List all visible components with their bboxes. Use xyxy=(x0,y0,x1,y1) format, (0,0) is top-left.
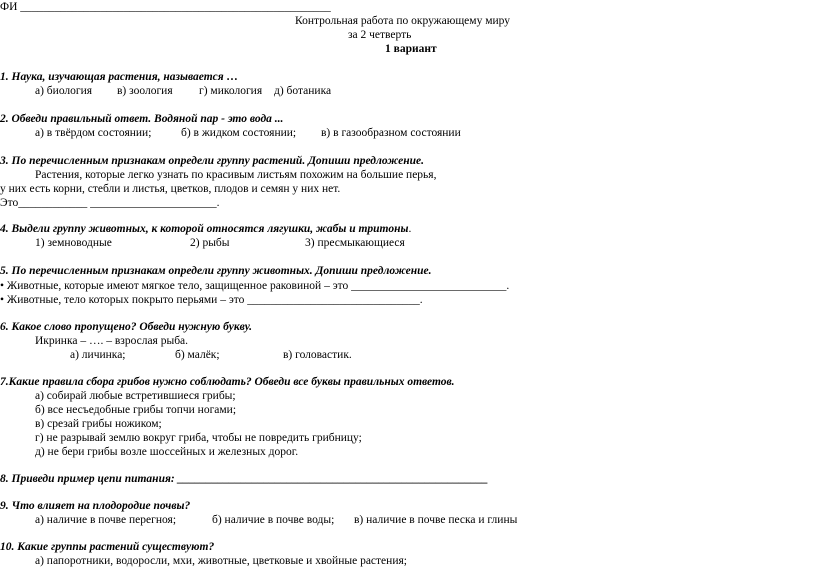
question-8[interactable]: 8. Приведи пример цепи питания: ______________________________________________________ xyxy=(0,473,489,485)
question-3-answer-line[interactable]: Это____________ ______________________. xyxy=(0,197,220,209)
question-7: 7.Какие правила сбора грибов нужно соблюдать? Обведи все буквы правильных ответов. xyxy=(0,376,455,388)
q10-option-a[interactable]: а) папоротники, водоросли, мхи, животные, цветковые и хвойные растения; xyxy=(35,555,407,567)
question-4-text: 4. Выдели группу животных, к которой относятся лягушки, жабы и тритоны xyxy=(0,223,409,235)
question-6: 6. Какое слово пропущено? Обведи нужную букву. xyxy=(0,321,253,333)
q2-option-b[interactable]: б) в жидком состоянии; xyxy=(181,127,297,139)
q7-option-b[interactable]: б) все несъедобные грибы топчи ногами; xyxy=(35,404,237,416)
q9-option-a[interactable]: а) наличие в почве перегноя; xyxy=(35,514,177,526)
q1-option-g[interactable]: г) микология xyxy=(199,85,263,97)
q7-option-a[interactable]: а) собирай любые встретившиеся грибы; xyxy=(35,390,236,402)
question-5-bullet-2[interactable]: • Животные, тело которых покрыто перьями – это ______________________________. xyxy=(0,294,423,306)
q7-option-d[interactable]: д) не бери грибы возле шоссейных и железных дорог. xyxy=(35,446,299,458)
question-3: 3. По перечисленным признакам определи группу растений. Допиши предложение. xyxy=(0,155,425,167)
q2-option-a[interactable]: а) в твёрдом состоянии; xyxy=(35,127,152,139)
quarter-label: за 2 четверть xyxy=(348,29,412,41)
question-4 xyxy=(0,222,411,236)
q7-option-g[interactable]: г) не разрывай землю вокруг гриба, чтобы не повредить грибницу; xyxy=(35,432,362,444)
q4-option-2[interactable]: 2) рыбы xyxy=(190,237,230,249)
question-1-options xyxy=(35,84,331,98)
question-10: 10. Какие группы растений существуют? xyxy=(0,541,215,553)
question-6-options xyxy=(70,348,352,362)
q1-option-v[interactable]: в) зоология xyxy=(117,85,173,97)
q4-option-1[interactable]: 1) земноводные xyxy=(35,237,112,249)
q1-option-d[interactable]: д) ботаника xyxy=(274,85,332,97)
q4-option-3[interactable]: 3) пресмыкающиеся xyxy=(305,237,405,249)
q6-option-a[interactable]: а) личинка; xyxy=(70,349,126,361)
page-title: Контрольная работа по окружающему миру xyxy=(295,15,510,27)
q1-option-a[interactable]: а) биология xyxy=(35,85,93,97)
fio-label: ФИ ______________________________________________________ xyxy=(0,1,331,13)
question-9-options xyxy=(35,513,517,527)
question-1: 1. Наука, изучающая растения, называется … xyxy=(0,71,239,83)
question-2: 2. Обведи правильный ответ. Водяной пар - это вода ... xyxy=(0,113,284,125)
question-5: 5. По перечисленным признакам определи группу животных. Допиши предложение. xyxy=(0,265,432,277)
q6-option-v[interactable]: в) головастик. xyxy=(283,349,352,361)
question-6-text: Икринка – …. – взрослая рыба. xyxy=(35,335,189,347)
question-4-end: . xyxy=(408,223,412,235)
question-5-bullet-1[interactable]: • Животные, которые имеют мягкое тело, защищенное раковиной – это ___________________________. xyxy=(0,280,510,292)
question-2-options xyxy=(35,126,461,140)
question-9: 9. Что влияет на плодородие почвы? xyxy=(0,500,191,512)
q9-option-v[interactable]: в) наличие в почве песка и глины xyxy=(354,514,518,526)
question-4-options xyxy=(35,236,405,250)
q7-option-v[interactable]: в) срезай грибы ножиком; xyxy=(35,418,162,430)
question-3-text-2: у них есть корни, стебли и листья, цветков, плодов и семян у них нет. xyxy=(0,183,341,195)
question-3-text-1: Растения, которые легко узнать по красивым листьям похожим на большие перья, xyxy=(35,169,437,181)
variant-label: 1 вариант xyxy=(385,43,437,55)
q2-option-v[interactable]: в) в газообразном состоянии xyxy=(321,127,461,139)
q6-option-b[interactable]: б) малёк; xyxy=(175,349,220,361)
q9-option-b[interactable]: б) наличие в почве воды; xyxy=(212,514,335,526)
